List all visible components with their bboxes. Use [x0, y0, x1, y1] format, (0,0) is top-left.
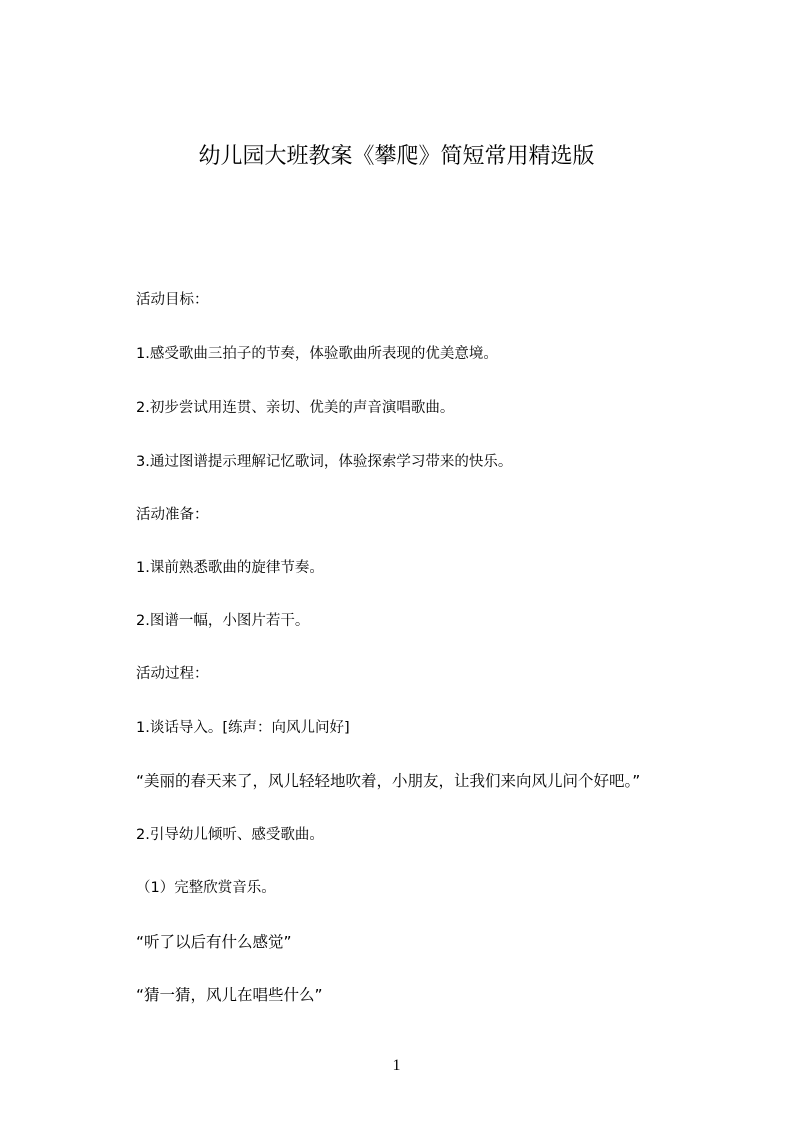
- paragraph: 1.感受歌曲三拍子的节奏，体验歌曲所表现的优美意境。: [136, 346, 498, 362]
- paragraph: 1.课前熟悉歌曲的旋律节奏。: [136, 560, 324, 576]
- section-heading-preparation: 活动准备：: [136, 507, 209, 523]
- paragraph-quote: “美丽的春天来了，风儿轻轻地吹着，小朋友，让我们来向风儿问个好吧。”: [136, 772, 641, 790]
- paragraph: 2.图谱一幅，小图片若干。: [136, 613, 310, 629]
- document-title: 幼儿园大班教案《攀爬》简短常用精选版: [198, 144, 595, 169]
- page-number: 1: [392, 1057, 401, 1074]
- paragraph-quote: “听了以后有什么感觉”: [136, 933, 292, 951]
- paragraph: 2.引导幼儿倾听、感受歌曲。: [136, 827, 324, 843]
- paragraph: 2.初步尝试用连贯、亲切、优美的声音演唱歌曲。: [136, 400, 455, 416]
- paragraph: 1.谈话导入。[练声：向风儿问好]: [136, 720, 350, 736]
- paragraph-quote: “猜一猜，风儿在唱些什么”: [136, 986, 323, 1004]
- paragraph: 3.通过图谱提示理解记忆歌词，体验探索学习带来的快乐。: [136, 454, 513, 470]
- paragraph: （1）完整欣赏音乐。: [136, 880, 276, 896]
- section-heading-goals: 活动目标：: [136, 292, 209, 308]
- section-heading-process: 活动过程：: [136, 666, 209, 682]
